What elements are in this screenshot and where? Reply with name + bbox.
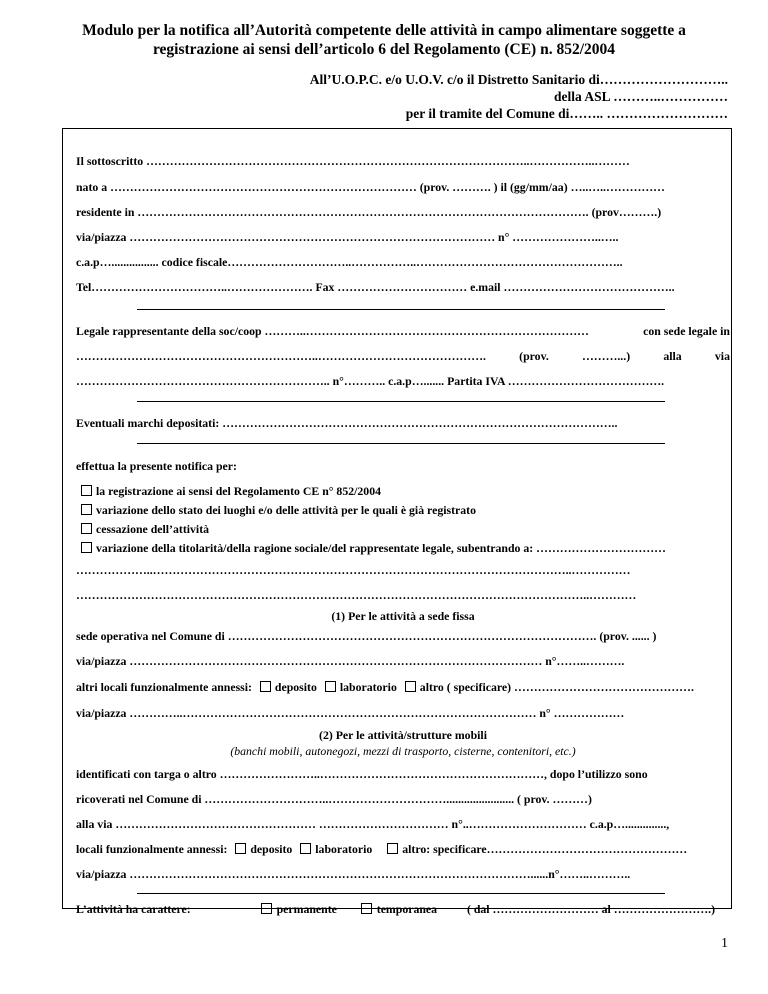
carattere-label: L’attività ha carattere: bbox=[76, 902, 191, 916]
address-line-2: della ASL ………..…………… bbox=[553, 89, 728, 104]
checkbox-icon[interactable] bbox=[405, 681, 416, 692]
checkbox-icon[interactable] bbox=[235, 843, 246, 854]
title-line-1: Modulo per la notifica all’Autorità competente delle attività in campo alimentare soggette a bbox=[82, 22, 686, 39]
option-registrazione[interactable] bbox=[76, 484, 730, 498]
page-number: 1 bbox=[721, 936, 728, 951]
section-1-title: (1) Per le attività a sede fissa bbox=[331, 609, 475, 623]
address-line-1: All’U.O.P.C. e/o U.O.V. c/o il Distretto Sanitario di……………………….. bbox=[309, 72, 728, 87]
altri-locali-row[interactable] bbox=[76, 680, 730, 694]
section-2-subtitle: (banchi mobili, autonegozi, mezzi di trasporto, cisterne, contenitori, etc.) bbox=[230, 744, 576, 758]
separator-rule bbox=[137, 401, 665, 402]
title-line-2: registrazione ai sensi dell’articolo 6 del Regolamento (CE) n. 852/2004 bbox=[152, 41, 616, 58]
recipient-address bbox=[310, 71, 728, 122]
altri-locali-label: altri locali funzionalmente annessi: bbox=[76, 680, 252, 694]
notifica-heading: effettua la presente notifica per: bbox=[76, 459, 237, 473]
legale-line-2-c: ………...) bbox=[581, 349, 631, 363]
option-variazione-titolarita-label: variazione della titolarità/della ragione sociale/del rappresentate legale, subentrando a: …………………………… bbox=[96, 541, 666, 555]
checkbox-icon[interactable] bbox=[325, 681, 336, 692]
option-registrazione-label: la registrazione ai sensi del Regolamento CE n° 852/2004 bbox=[96, 484, 381, 498]
altri-deposito-label: deposito bbox=[274, 680, 317, 694]
checkbox-icon[interactable] bbox=[261, 903, 272, 914]
locali-altro-label: altro: specificare…………………………………………… bbox=[402, 842, 688, 856]
field-tel-fax-email[interactable]: Tel……………………………..…………………. Fax …………………………… e.mail …………………………………….. bbox=[76, 280, 675, 294]
section-2-title: (2) Per le attività/strutture mobili bbox=[319, 728, 487, 742]
separator-rule bbox=[137, 893, 665, 894]
field-nato[interactable]: nato a …………………………………………………………………… (prov. ………. ) il (gg/mm/aa) …..…..…………… bbox=[76, 180, 665, 194]
legale-line-1-right: con sede legale in bbox=[643, 324, 730, 338]
option-variazione-titolarita[interactable] bbox=[76, 541, 730, 555]
field-legale-provincia-via[interactable] bbox=[76, 349, 730, 363]
legale-line-2-b: (prov. bbox=[519, 349, 549, 363]
legale-line-2-e: via bbox=[714, 349, 730, 363]
checkbox-icon[interactable] bbox=[81, 542, 92, 553]
checkbox-icon[interactable] bbox=[300, 843, 311, 854]
checkbox-icon[interactable] bbox=[81, 504, 92, 515]
field-via-piazza-3[interactable]: via/piazza …………..……………………………………………………………………………… n° ……………… bbox=[76, 706, 625, 720]
field-targa[interactable]: identificati con targa o altro ……………………..…………………………………………………, dopo l’utilizzo sono bbox=[76, 767, 648, 781]
altri-laboratorio-label: laboratorio bbox=[339, 680, 397, 694]
option-variazione-luoghi[interactable] bbox=[76, 503, 730, 517]
field-ricoverati[interactable]: ricoverati nel Comune di …………………………..…………………………....................... ( prov. ………) bbox=[76, 792, 592, 806]
locali-laboratorio-label: laboratorio bbox=[315, 842, 373, 856]
separator-rule bbox=[137, 443, 665, 444]
field-legale-rappresentante[interactable] bbox=[76, 324, 730, 338]
address-line-3: per il tramite del Comune di…….. ……………………… bbox=[405, 106, 728, 121]
separator-rule bbox=[137, 309, 665, 310]
checkbox-icon[interactable] bbox=[361, 903, 372, 914]
field-marchi-depositati[interactable]: Eventuali marchi depositati: ……………………………………………………………………………………….. bbox=[76, 416, 618, 430]
altri-altro-label: altro ( specificare) ………………………………………. bbox=[419, 680, 694, 694]
field-residente[interactable]: residente in ……………………………………………………………………………………………………. (prov……….) bbox=[76, 205, 662, 219]
field-sede-operativa[interactable]: sede operativa nel Comune di …………………………………………………………………………………. (prov. ...... ) bbox=[76, 629, 657, 643]
option-variazione-luoghi-label: variazione dello stato dei luoghi e/o delle attività per le quali è già registrato bbox=[96, 503, 476, 517]
field-cap-codice-fiscale[interactable]: c.a.p…................ codice fiscale…………………………..……………..…………………………………………….. bbox=[76, 255, 623, 269]
field-alla-via[interactable]: alla via …………………………………………… …………………………… n°..………………………… c.a.p….............., bbox=[76, 817, 670, 831]
locali-annessi-label: locali funzionalmente annessi: bbox=[76, 842, 228, 856]
checkbox-icon[interactable] bbox=[387, 843, 398, 854]
carattere-row[interactable] bbox=[76, 902, 730, 916]
option-cessazione[interactable] bbox=[76, 522, 730, 536]
field-subentro-dots-1[interactable]: ………………..……………………………………………………………………………………………..…………… bbox=[76, 563, 631, 577]
field-subentro-dots-2[interactable]: …………………………………………………………………………………………………………………..………… bbox=[76, 588, 637, 602]
legale-line-1-left: Legale rappresentante della soc/coop ………..……………………………………………………………… bbox=[76, 324, 589, 338]
checkbox-icon[interactable] bbox=[81, 485, 92, 496]
legale-line-2-a: ……………………………………………………..……………………………………. bbox=[76, 349, 486, 363]
locali-annessi-row[interactable] bbox=[76, 842, 730, 856]
carattere-temporanea-label: temporanea bbox=[376, 902, 438, 916]
field-via-piazza-2[interactable]: via/piazza …………………………………………………………………………………………… n°……..………. bbox=[76, 654, 625, 668]
field-via-piazza-4[interactable]: via/piazza …………………………………………………………………………………………......n°……..……….. bbox=[76, 867, 631, 881]
option-cessazione-label: cessazione dell’attività bbox=[96, 522, 210, 536]
carattere-dates[interactable]: ( dal ……………………… al …………………….) bbox=[466, 902, 716, 916]
field-via-piazza-1[interactable]: via/piazza ………………………………………………………………………………… n° …………………..….. bbox=[76, 230, 619, 244]
document-title bbox=[40, 21, 728, 59]
field-sottoscritto[interactable]: Il sottoscritto ……………………………………………………………………………………..……………..……… bbox=[76, 154, 630, 168]
locali-deposito-label: deposito bbox=[250, 842, 293, 856]
legale-line-2-d: alla bbox=[663, 349, 682, 363]
checkbox-icon[interactable] bbox=[260, 681, 271, 692]
carattere-permanente-label: permanente bbox=[276, 902, 337, 916]
checkbox-icon[interactable] bbox=[81, 523, 92, 534]
field-legale-indirizzo-piva[interactable]: ……………………………………………………….. n°……….. c.a.p…....... Partita IVA …………………………………. bbox=[76, 374, 665, 388]
